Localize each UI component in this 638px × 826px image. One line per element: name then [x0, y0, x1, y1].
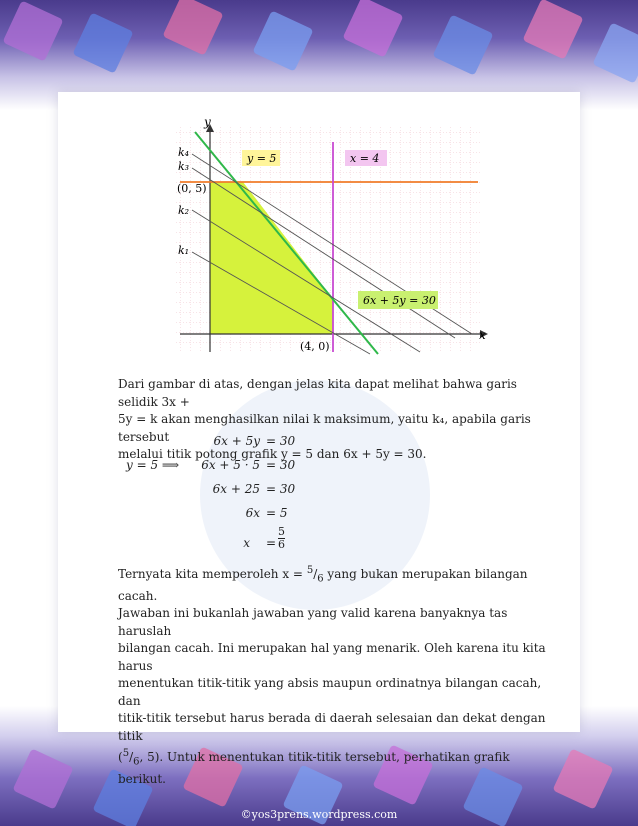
linear-programming-graph [120, 112, 500, 362]
decor-cube [552, 748, 613, 809]
fraction-denominator: 6 [278, 538, 285, 551]
tag-main-label: 6x + 5y = 30 [363, 294, 436, 307]
footer-credit: ©yos3prens.wordpress.com [240, 808, 398, 821]
text-segment: yang bukan merupakan bilangan cacah. [118, 567, 528, 603]
inline-fraction-numerator: 5 [306, 565, 314, 576]
text-line: titik-titik tersebut harus berada di daerah selesaian dan dekat dengan titik [118, 711, 546, 743]
decor-cube [592, 22, 638, 83]
eq-row1-lhs: 6x + 5y [213, 434, 260, 448]
label-k2: k₂ [178, 204, 190, 217]
decor-cube [12, 748, 73, 809]
decor-cube [72, 12, 133, 73]
text-segment: , 5). Untuk menentukan titik-titik tersebut, perhatikan grafik berikut. [118, 750, 510, 787]
inline-fraction-denominator: 6 [133, 756, 140, 768]
text-segment: ( [118, 750, 123, 765]
text-line: ($^5/_6$, 5). Untuk menentukan titik-titik tersebut, perhatikan grafik berikut. [118, 748, 510, 787]
label-k4: k₄ [178, 146, 190, 159]
eq-row4-lhs: 6x [245, 506, 260, 520]
label-k1: k₁ [178, 244, 190, 257]
eq-row2-rhs: = 30 [266, 458, 296, 472]
label-point-4-0: (4, 0) [300, 340, 330, 353]
decor-cube [342, 0, 403, 58]
eq-row2-lhs: 6x + 5 · 5 [201, 458, 260, 472]
eq-row1-rhs: = 30 [266, 434, 296, 448]
x-axis-label: x [479, 328, 486, 342]
text-segment: Ternyata kita memperoleh x = [118, 567, 307, 581]
inline-fraction-denominator: 6 [317, 573, 324, 585]
eq-row5-lhs: x [243, 536, 250, 550]
eq-row3-rhs: = 30 [266, 482, 296, 496]
text-line: melalui titik potong grafik y = 5 dan 6x + 5y = 30. [118, 447, 427, 461]
tag-x4-label: x = 4 [350, 152, 380, 165]
decor-cube [252, 10, 313, 71]
text-line: bilangan cacah. Ini merupakan hal yang menarik. Oleh karena itu kita harus [118, 641, 546, 673]
paragraph-intro [118, 376, 558, 464]
text-line: Dari gambar di atas, dengan jelas kita dapat melihat bahwa garis selidik 3x + [118, 377, 517, 409]
decor-cube [432, 14, 493, 75]
text-line: 5y = k akan menghasilkan nilai k maksimum, yaitu k₄, apabila garis tersebut [118, 412, 531, 444]
tag-y5-label: y = 5 [247, 152, 277, 165]
paragraph-conclusion [118, 562, 558, 789]
y-axis-label: y [204, 115, 211, 129]
eq-row5-eq: = [266, 536, 277, 550]
decor-cube [2, 0, 63, 61]
decor-cube [522, 0, 583, 60]
text-line: Jawaban ini bukanlah jawaban yang valid karena banyaknya tas haruslah [118, 606, 508, 638]
label-point-0-5: (0, 5) [177, 182, 207, 195]
text-line: menentukan titik-titik yang absis maupun ordinatnya bilangan cacah, dan [118, 676, 542, 708]
inline-fraction-numerator: 5 [122, 748, 130, 760]
eq-row5-fraction [278, 526, 285, 551]
fraction-numerator: 5 [278, 525, 285, 538]
label-k3: k₃ [178, 160, 190, 173]
decor-cube [162, 0, 223, 56]
eq-row2-premise: y = 5 ⟹ [126, 458, 180, 472]
eq-row3-lhs: 6x + 25 [212, 482, 260, 496]
eq-row4-rhs: = 5 [266, 506, 288, 520]
text-line: Ternyata kita memperoleh $x = ^5/_6$ yang bukan merupakan bilangan cacah. [118, 565, 528, 603]
